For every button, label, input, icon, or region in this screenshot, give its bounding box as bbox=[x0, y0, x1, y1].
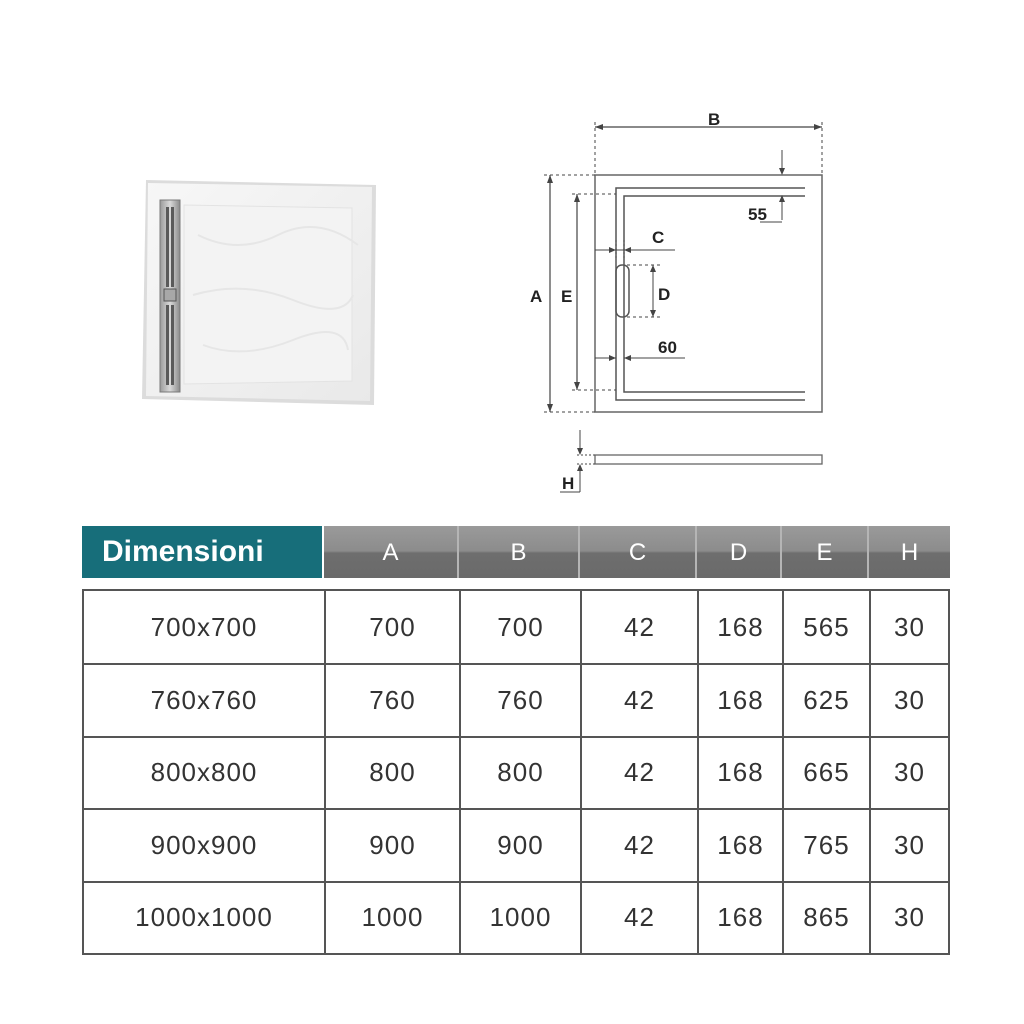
col-header-c: C bbox=[578, 526, 695, 578]
table-title: Dimensioni bbox=[82, 526, 322, 578]
tray-profile bbox=[595, 455, 822, 464]
table-row bbox=[84, 808, 948, 880]
cell-e: 565 bbox=[782, 591, 869, 663]
label-h: H bbox=[562, 474, 575, 493]
technical-drawing bbox=[520, 100, 850, 500]
cell-e: 625 bbox=[782, 665, 869, 735]
cell-c: 42 bbox=[580, 738, 697, 808]
cell-size: 1000x1000 bbox=[135, 902, 273, 933]
cell-b: 900 bbox=[459, 810, 580, 880]
cell-a: 900 bbox=[324, 810, 459, 880]
col-header-e: E bbox=[780, 526, 867, 578]
cell-e: 765 bbox=[782, 810, 869, 880]
table-row bbox=[84, 736, 948, 808]
drain-outline bbox=[616, 265, 629, 317]
cell-b: 760 bbox=[459, 665, 580, 735]
label-b: B bbox=[708, 110, 721, 129]
cell-h: 30 bbox=[869, 738, 948, 808]
cell-b: 1000 bbox=[459, 883, 580, 953]
cell-d: 168 bbox=[697, 810, 782, 880]
label-c: C bbox=[652, 228, 665, 247]
label-60: 60 bbox=[658, 338, 677, 357]
cell-d: 168 bbox=[697, 883, 782, 953]
drain-cap-icon bbox=[164, 289, 176, 301]
cell-a: 700 bbox=[324, 591, 459, 663]
cell-size: 760x760 bbox=[150, 685, 258, 716]
label-d: D bbox=[658, 285, 671, 304]
cell-a: 1000 bbox=[324, 883, 459, 953]
col-header-a: A bbox=[382, 539, 399, 566]
col-header-d: D bbox=[695, 526, 780, 578]
cell-h: 30 bbox=[869, 665, 948, 735]
product-photo bbox=[138, 175, 383, 410]
drain-channel bbox=[160, 200, 180, 392]
cell-c: 42 bbox=[580, 591, 697, 663]
label-a: A bbox=[530, 287, 543, 306]
cell-c: 42 bbox=[580, 665, 697, 735]
cell-c: 42 bbox=[580, 810, 697, 880]
cell-h: 30 bbox=[869, 883, 948, 953]
cell-d: 168 bbox=[697, 738, 782, 808]
cell-c: 42 bbox=[580, 883, 697, 953]
cell-h: 30 bbox=[869, 591, 948, 663]
cell-b: 700 bbox=[459, 591, 580, 663]
cell-d: 168 bbox=[697, 591, 782, 663]
label-55: 55 bbox=[748, 205, 767, 224]
cell-a: 800 bbox=[324, 738, 459, 808]
table-body bbox=[82, 589, 950, 955]
cell-b: 800 bbox=[459, 738, 580, 808]
cell-size: 800x800 bbox=[150, 757, 258, 788]
col-header-h: H bbox=[867, 526, 950, 578]
cell-d: 168 bbox=[697, 665, 782, 735]
table-row bbox=[84, 663, 948, 735]
cell-h: 30 bbox=[869, 810, 948, 880]
label-e: E bbox=[561, 287, 573, 306]
cell-a: 760 bbox=[324, 665, 459, 735]
table-row bbox=[84, 881, 948, 953]
cell-size: 900x900 bbox=[150, 829, 258, 860]
col-header-b: B bbox=[457, 526, 578, 578]
table-row bbox=[84, 591, 948, 663]
cell-e: 665 bbox=[782, 738, 869, 808]
cell-size: 700x700 bbox=[150, 611, 258, 642]
column-header-bar bbox=[324, 526, 950, 578]
table-header bbox=[82, 526, 950, 578]
cell-e: 865 bbox=[782, 883, 869, 953]
